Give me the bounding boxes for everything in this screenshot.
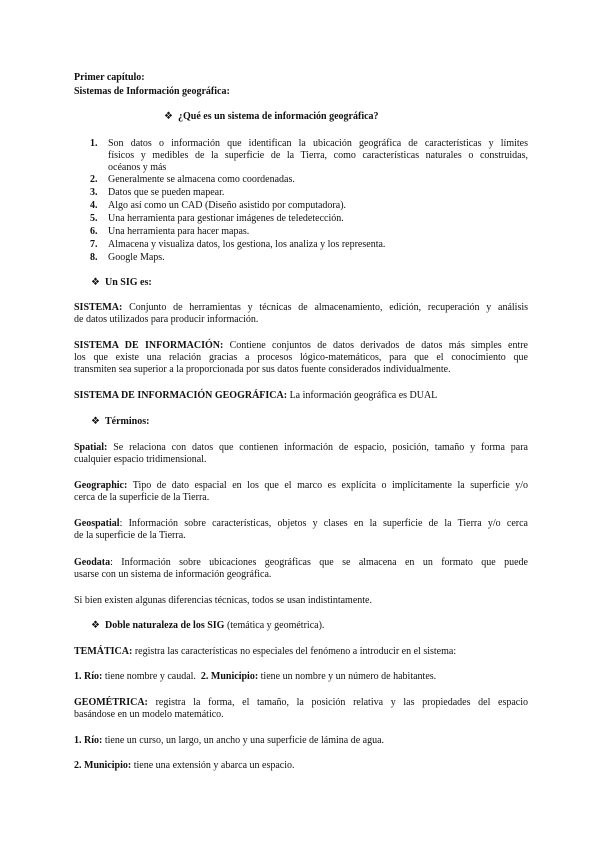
- section-title: Términos:: [105, 416, 150, 427]
- si-line: [74, 340, 528, 352]
- section-terminos: [91, 416, 149, 428]
- definition-text: registra la forma, el tamaño, la posición relativa y las propiedades del espacio: [155, 697, 528, 708]
- list-item-line: Datos que se pueden mapear.: [108, 187, 225, 198]
- example-label: 2. Municipio:: [74, 760, 132, 771]
- sistema-line: [74, 302, 528, 314]
- list-item-line: océanos y más: [108, 162, 167, 173]
- si-line: los que existe una relación gracias a procesos lógico-matemáticos, para que el conocimiento que: [74, 352, 528, 363]
- list-item-line: Almacena y visualiza datos, los gestiona, los analiza y los representa.: [108, 239, 386, 250]
- geospatial-line: de la superficie de la Tierra.: [74, 530, 186, 541]
- example-line: [74, 671, 528, 683]
- list-number: 8.: [90, 252, 98, 263]
- definition-text: registra las características no especiales del fenómeno a introducir en el sistema:: [134, 646, 457, 657]
- list-item-line: Una herramienta para gestionar imágenes de teledetección.: [108, 213, 344, 224]
- spatial-line: cualquier espacio tridimensional.: [74, 454, 207, 465]
- sig-line: [74, 390, 528, 402]
- diamond-bullet-icon: ❖: [91, 620, 100, 631]
- section-doble-naturaleza: [91, 620, 324, 632]
- term-label: SISTEMA DE INFORMACIÓN GEOGRÁFICA:: [74, 390, 288, 401]
- tematica-line: [74, 646, 528, 658]
- sistema-line: de datos utilizados para producir información.: [74, 314, 259, 325]
- list-item-line: Google Maps.: [108, 252, 165, 263]
- definition-text: : Información sobre ubicaciones geográficas que se almacena en un formato que puede: [110, 557, 528, 568]
- geometrica-line: [74, 697, 528, 709]
- diamond-bullet-icon: ❖: [91, 277, 100, 288]
- section-what-is-sig: [164, 111, 379, 123]
- definition-text: Contiene conjuntos de datos derivados de datos más simples entre: [229, 340, 528, 351]
- term-label: Geographic:: [74, 480, 128, 491]
- list-number: 5.: [90, 213, 98, 224]
- example-text: tiene nombre y caudal.: [102, 671, 196, 682]
- example-label: 2. Municipio:: [200, 671, 259, 682]
- term-label: Geospatial: [74, 518, 120, 529]
- geodata-line: [74, 557, 528, 569]
- term-label: Spatial:: [74, 442, 108, 453]
- list-item-line: Una herramienta para hacer mapas.: [108, 226, 250, 237]
- section-title: Un SIG es:: [105, 277, 152, 288]
- list-number: 6.: [90, 226, 98, 237]
- term-label: SISTEMA DE INFORMACIÓN:: [74, 340, 224, 351]
- si-line: transmiten sea superior a la proporcionada por sus datos fuente considerados individualmente.: [74, 364, 451, 375]
- section-title: ¿Qué es un sistema de información geográfica?: [178, 111, 379, 122]
- example-text: tiene un curso, un largo, un ancho y una superficie de lámina de agua.: [102, 735, 385, 746]
- term-label: GEOMÉTRICA:: [74, 697, 148, 708]
- definition-text: Tipo de dato espacial en los que el marco es explícita o implícitamente la superficie y/o: [132, 480, 528, 491]
- example-line: [74, 735, 528, 747]
- section-title: Doble naturaleza de los SIG: [105, 620, 225, 631]
- list-number: 7.: [90, 239, 98, 250]
- geodata-line: usarse con un sistema de información geográfica.: [74, 569, 272, 580]
- example-label: 1. Río:: [74, 735, 103, 746]
- note-line: Si bien existen algunas diferencias técnicas, todos se usan indistintamente.: [74, 595, 372, 606]
- list-number: 3.: [90, 187, 98, 198]
- definition-text: La información geográfica es DUAL: [289, 390, 438, 401]
- list-number: 2.: [90, 174, 98, 185]
- geographic-line: cerca de la superficie de la Tierra.: [74, 492, 210, 503]
- chapter-heading: Primer capítulo:: [74, 72, 145, 83]
- term-label: SISTEMA:: [74, 302, 123, 313]
- definition-text: Se relaciona con datos que contienen información de espacio, posición, tamaño y forma para: [113, 442, 528, 453]
- term-label: TEMÁTICA:: [74, 646, 133, 657]
- list-item-line: físicos y medibles de la superficie de la Tierra, como características naturales o construidas,: [108, 150, 528, 161]
- example-text: tiene un nombre y un número de habitantes.: [258, 671, 437, 682]
- definition-text: : Información sobre características, objetos y clases en la superficie de la Tierra y/o cerca: [119, 518, 528, 529]
- diamond-bullet-icon: ❖: [164, 111, 173, 122]
- geographic-line: [74, 480, 528, 492]
- term-label: Geodata: [74, 557, 111, 568]
- diamond-bullet-icon: ❖: [91, 416, 100, 427]
- example-text: tiene una extensión y abarca un espacio.: [131, 760, 295, 771]
- list-item-line: Algo así como un CAD (Diseño asistido por computadora).: [108, 200, 347, 211]
- example-label: 1. Río:: [74, 671, 103, 682]
- example-line: [74, 760, 528, 772]
- list-item-line: Son datos o información que identifican la ubicación geográfica de características y límites: [108, 138, 528, 149]
- geometrica-line: basándose en un modelo matemático.: [74, 709, 224, 720]
- section-un-sig-es: [91, 277, 152, 289]
- definition-text: Conjunto de herramientas y técnicas de almacenamiento, edición, recuperación y análisis: [129, 302, 529, 313]
- subject-heading: Sistemas de Información geográfica:: [74, 86, 230, 97]
- section-subtitle: (temática y geométrica).: [224, 620, 325, 631]
- list-number: 1.: [90, 138, 98, 149]
- list-item-line: Generalmente se almacena como coordenadas.: [108, 174, 295, 185]
- geospatial-line: [74, 518, 528, 530]
- spatial-line: [74, 442, 528, 454]
- list-number: 4.: [90, 200, 98, 211]
